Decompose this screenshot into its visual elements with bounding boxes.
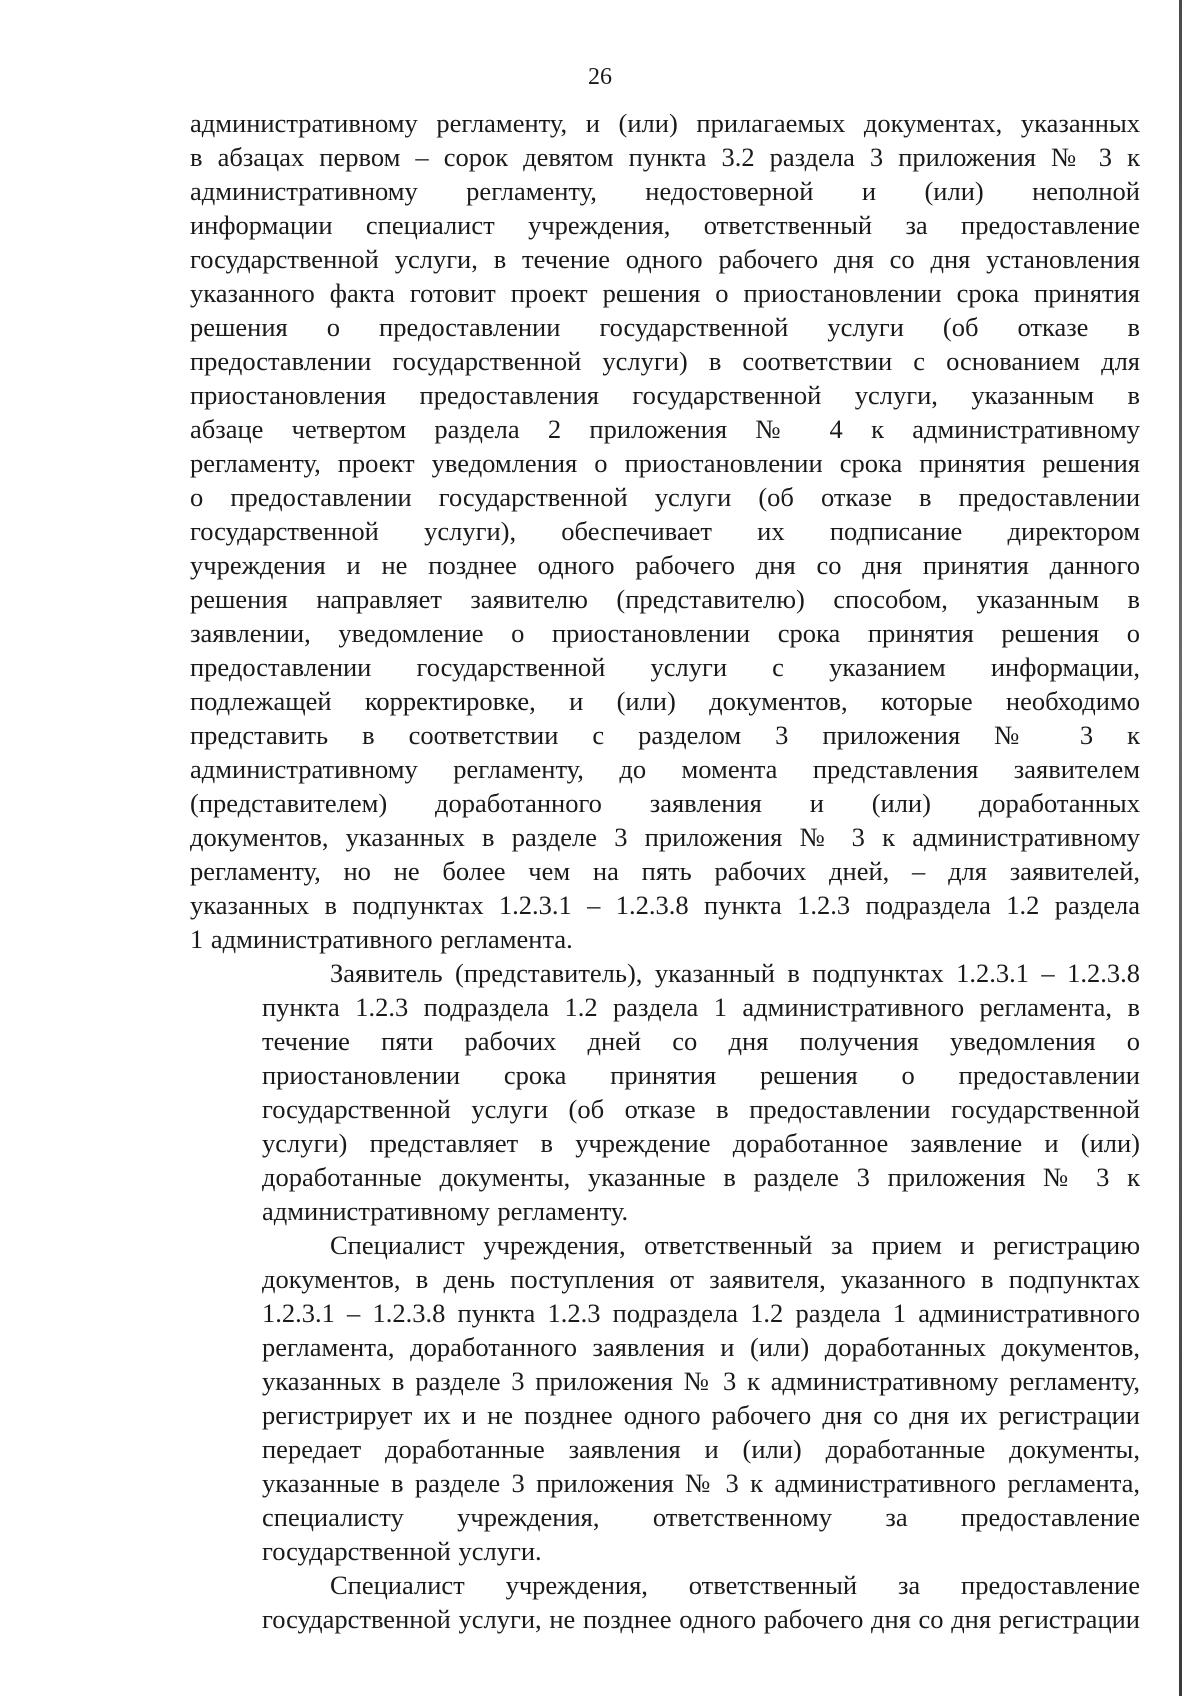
text-line: услуги) представляет в учреждение доработанное заявление и (или) xyxy=(262,1128,1140,1158)
text-line: регламенту, проект уведомления о приостановлении срока принятия решения xyxy=(190,448,1140,478)
text-line: Специалист учреждения, ответственный за предоставление xyxy=(330,1570,1140,1600)
text-line: в абзацах первом – сорок девятом пункта 3.2 раздела 3 приложения № 3 к xyxy=(190,142,1140,172)
text-line: документов, указанных в разделе 3 приложения № 3 к административному xyxy=(190,822,1140,852)
text-line: информации специалист учреждения, ответственный за предоставление xyxy=(190,210,1140,240)
text-line: указанного факта готовит проект решения о приостановлении срока принятия xyxy=(190,278,1140,308)
text-line: Заявитель (представитель), указанный в подпунктах 1.2.3.1 – 1.2.3.8 xyxy=(330,958,1140,988)
text-line: государственной услуги, в течение одного рабочего дня со дня установления xyxy=(190,244,1140,274)
text-line: представить в соответствии с разделом 3 приложения № 3 к xyxy=(190,720,1140,750)
text-line: 1.2.3.1 – 1.2.3.8 пункта 1.2.3 подраздела 1.2 раздела 1 административного xyxy=(262,1298,1140,1328)
text-line: административному регламенту, до момента представления заявителем xyxy=(190,754,1140,784)
text-line: регистрирует их и не позднее одного рабочего дня со дня их регистрации xyxy=(262,1400,1140,1430)
text-line: 1 административного регламента. xyxy=(190,924,573,954)
text-line: учреждения и не позднее одного рабочего дня со дня принятия данного xyxy=(190,550,1140,580)
text-line: административному регламенту, недостоверной и (или) неполной xyxy=(190,176,1140,206)
text-line: регламенту, но не более чем на пять рабочих дней, – для заявителей, xyxy=(190,856,1140,886)
text-line: государственной услуги, не позднее одного рабочего дня со дня регистрации xyxy=(262,1604,1140,1634)
text-line: решения о предоставлении государственной услуги (об отказе в xyxy=(190,312,1140,342)
paragraph xyxy=(190,1228,1140,1568)
text-line: подлежащей корректировке, и (или) документов, которые необходимо xyxy=(190,686,1140,716)
text-line: передает доработанные заявления и (или) доработанные документы, xyxy=(262,1434,1140,1464)
text-line: регламента, доработанного заявления и (или) доработанных документов, xyxy=(262,1332,1140,1362)
text-line: заявлении, уведомление о приостановлении срока принятия решения о xyxy=(190,618,1140,648)
text-line: предоставлении государственной услуги с указанием информации, xyxy=(190,652,1140,682)
paragraph xyxy=(190,106,1140,956)
text-line: государственной услуги. xyxy=(262,1536,542,1566)
text-line: предоставлении государственной услуги) в соответствии с основанием для xyxy=(190,346,1140,376)
text-line: специалисту учреждения, ответственному за предоставление xyxy=(262,1502,1140,1532)
text-line: указанных в подпунктах 1.2.3.1 – 1.2.3.8 пункта 1.2.3 подраздела 1.2 раздела xyxy=(190,890,1140,920)
text-line: указанные в разделе 3 приложения № 3 к административного регламента, xyxy=(262,1468,1140,1498)
text-line: государственной услуги), обеспечивает их подписание директором xyxy=(190,516,1140,546)
text-line: государственной услуги (об отказе в предоставлении государственной xyxy=(262,1094,1140,1124)
page-number: 26 xyxy=(588,64,612,90)
text-line: решения направляет заявителю (представителю) способом, указанным в xyxy=(190,584,1140,614)
text-line: приостановления предоставления государственной услуги, указанным в xyxy=(190,380,1140,410)
scan-edge-shadow xyxy=(1179,0,1182,1696)
text-line: (представителем) доработанного заявления и (или) доработанных xyxy=(190,788,1140,818)
text-line: абзаце четвертом раздела 2 приложения № 4 к административному xyxy=(190,414,1140,444)
text-line: Специалист учреждения, ответственный за прием и регистрацию xyxy=(330,1230,1140,1260)
text-line: административному регламенту. xyxy=(262,1196,629,1226)
text-line: пункта 1.2.3 подраздела 1.2 раздела 1 административного регламента, в xyxy=(262,992,1140,1022)
text-line: приостановлении срока принятия решения о предоставлении xyxy=(262,1060,1140,1090)
text-line: течение пяти рабочих дней со дня получения уведомления о xyxy=(262,1026,1140,1056)
text-line: о предоставлении государственной услуги (об отказе в предоставлении xyxy=(190,482,1140,512)
paragraph xyxy=(190,956,1140,1228)
text-line: административному регламенту, и (или) прилагаемых документах, указанных xyxy=(190,108,1140,138)
document-body xyxy=(190,106,1140,1636)
text-line: документов, в день поступления от заявителя, указанного в подпунктах xyxy=(262,1264,1140,1294)
text-line: указанных в разделе 3 приложения № 3 к административному регламенту, xyxy=(262,1366,1140,1396)
paragraph xyxy=(190,1568,1140,1636)
text-line: доработанные документы, указанные в разделе 3 приложения № 3 к xyxy=(262,1162,1140,1192)
